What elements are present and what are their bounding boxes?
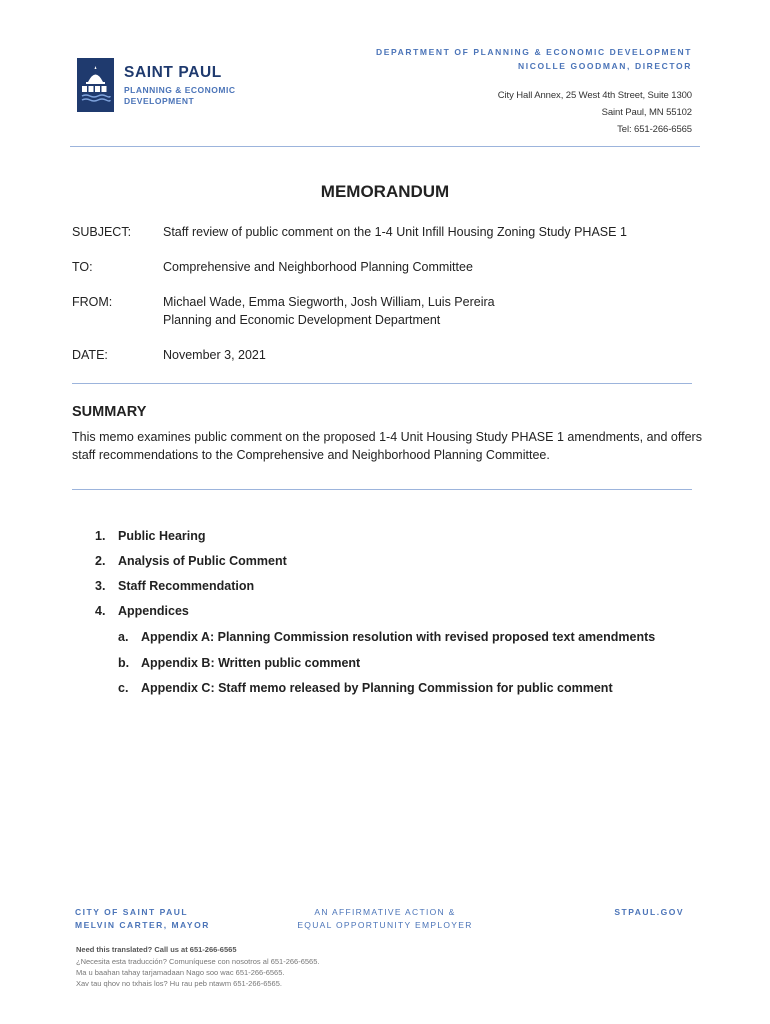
footer-eoe-line1: AN AFFIRMATIVE ACTION &: [314, 907, 456, 917]
summary-heading: SUMMARY: [72, 404, 147, 420]
translate-spanish: ¿Necesita esta traducción? Comuníquese con nosotros al 651-266-6565.: [76, 957, 320, 966]
translate-somali: Ma u baahan tahay tarjamadaan Nago soo wac 651-266-6565.: [76, 968, 285, 977]
toc-subitem-letter: c.: [118, 681, 129, 695]
memo-divider: [72, 383, 692, 384]
date-label: DATE:: [72, 348, 108, 362]
toc-item-number: 1.: [95, 529, 106, 543]
to-value: Comprehensive and Neighborhood Planning Committee: [163, 260, 473, 274]
toc-item-number: 2.: [95, 554, 106, 568]
footer-mayor: MELVIN CARTER, MAYOR: [75, 920, 210, 930]
department-name: DEPARTMENT OF PLANNING & ECONOMIC DEVELOPMENT: [376, 47, 692, 57]
translate-hmong: Xav tau qhov no txhais los? Hu rau peb ntawm 651-266-6565.: [76, 979, 282, 988]
from-value-line1: Michael Wade, Emma Siegworth, Josh William, Luis Pereira: [163, 295, 495, 309]
footer-website[interactable]: STPAUL.GOV: [614, 907, 684, 917]
logo-subtitle: [124, 85, 264, 107]
phone-number: Tel: 651-266-6565: [617, 124, 692, 135]
date-value: November 3, 2021: [163, 348, 266, 362]
toc-subitem-appendix-c: Appendix C: Staff memo released by Planning Commission for public comment: [141, 681, 613, 695]
to-label: TO:: [72, 260, 93, 274]
summary-divider: [72, 489, 692, 490]
footer-eoe-line2: EQUAL OPPORTUNITY EMPLOYER: [297, 920, 473, 930]
logo-name: SAINT PAUL: [124, 64, 222, 81]
toc-item-number: 3.: [95, 579, 106, 593]
footer-city: [75, 906, 210, 932]
from-value: [163, 293, 495, 329]
summary-text: This memo examines public comment on the proposed 1-4 Unit Housing Study PHASE 1 amendments, and offers staff recommendations to the Comprehensive and Neighborhood Planning Committee.: [72, 430, 702, 462]
header-divider: [70, 146, 700, 147]
toc-item-number: 4.: [95, 604, 106, 618]
logo-subtitle-line1: PLANNING & ECONOMIC: [124, 85, 236, 95]
footer-eoe: [270, 906, 500, 932]
capitol-dome-icon: [77, 58, 114, 112]
address-line2: Saint Paul, MN 55102: [601, 107, 692, 118]
subject-label: SUBJECT:: [72, 225, 132, 239]
memo-title: MEMORANDUM: [320, 182, 450, 201]
address-line1: City Hall Annex, 25 West 4th Street, Suite 1300: [497, 90, 692, 101]
from-label: FROM:: [72, 295, 113, 309]
subject-value: Staff review of public comment on the 1-4 Unit Infill Housing Zoning Study PHASE 1: [163, 225, 627, 239]
logo-emblem: [77, 58, 114, 112]
toc-subitem-appendix-b: Appendix B: Written public comment: [141, 656, 361, 670]
toc-subitem-appendix-a: Appendix A: Planning Commission resolution with revised proposed text amendments: [141, 630, 656, 644]
toc-item-appendices: Appendices: [118, 604, 189, 618]
toc-item-analysis: Analysis of Public Comment: [118, 554, 287, 568]
director-name: NICOLLE GOODMAN, DIRECTOR: [518, 61, 692, 71]
logo-subtitle-line2: DEVELOPMENT: [124, 96, 195, 106]
from-value-line2: Planning and Economic Development Department: [163, 313, 441, 327]
toc-subitem-letter: b.: [118, 656, 130, 670]
footer-city-name: CITY OF SAINT PAUL: [75, 907, 189, 917]
toc-subitem-letter: a.: [118, 630, 129, 644]
translate-heading: Need this translated? Call us at 651-266-6565: [76, 945, 237, 954]
toc-item-recommendation: Staff Recommendation: [118, 579, 255, 593]
toc-item-public-hearing: Public Hearing: [118, 529, 206, 543]
